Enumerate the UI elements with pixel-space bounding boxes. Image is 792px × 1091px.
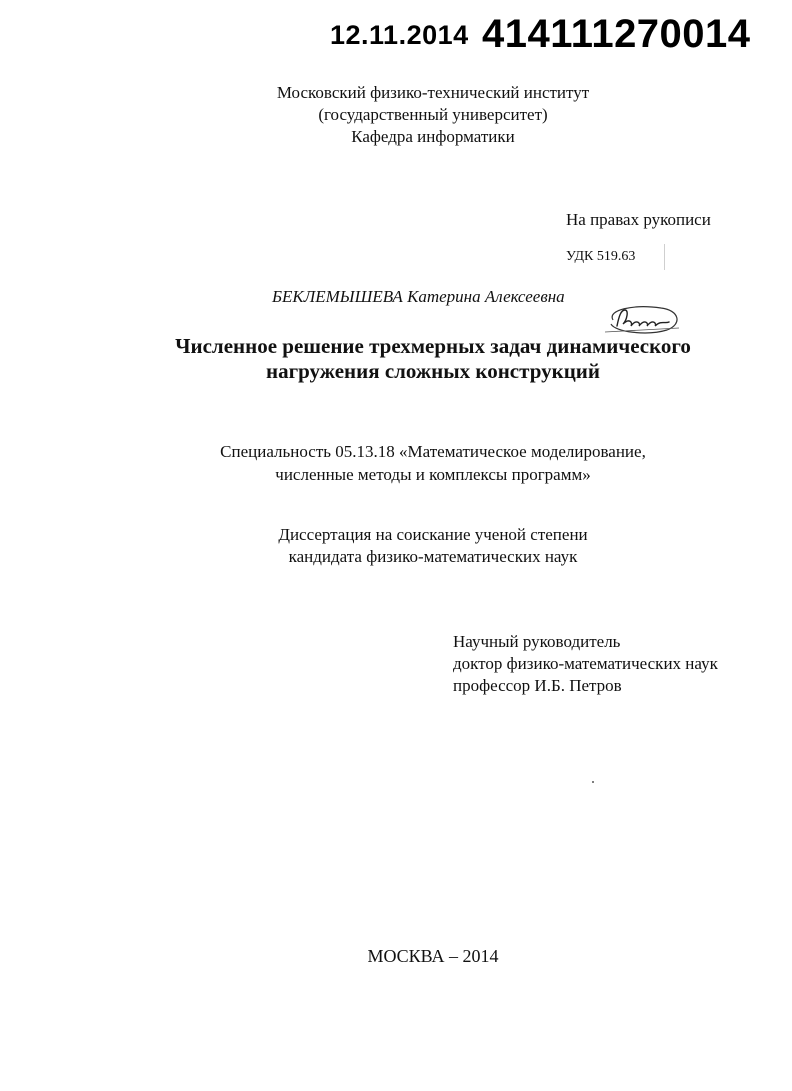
degree-line-1: Диссертация на соискание ученой степени	[278, 525, 588, 544]
specialty-line-1: Специальность 05.13.18 «Математическое моделирование,	[220, 442, 646, 461]
title-line-2: нагружения сложных конструкций	[265, 359, 600, 383]
supervisor-role: Научный руководитель	[453, 632, 621, 651]
institute-name: Московский физико-технический институт	[276, 83, 590, 102]
institute-status: (государственный университет)	[318, 105, 548, 124]
degree-line-2: кандидата физико-математических наук	[288, 547, 578, 566]
dissertation-title	[0, 334, 792, 384]
supervisor-block	[453, 631, 718, 697]
title-line-1: Численное решение трехмерных задач динамического	[175, 334, 691, 358]
scan-speck	[592, 781, 594, 783]
supervisor-degree: доктор физико-математических наук	[453, 654, 718, 673]
city-year: МОСКВА – 2014	[367, 946, 499, 966]
stamp-number: 414111270014	[482, 12, 751, 56]
specialty-block	[0, 440, 792, 486]
supervisor-name: профессор И.Б. Петров	[453, 676, 622, 695]
udk-code: УДК 519.63	[566, 249, 636, 264]
department-name: Кафедра информатики	[351, 127, 515, 146]
scan-mark-line	[664, 244, 665, 270]
handwritten-signature	[603, 302, 681, 336]
rights-note: На правах рукописи	[566, 210, 711, 229]
specialty-line-2: численные методы и комплексы программ»	[275, 465, 591, 484]
degree-block	[0, 524, 792, 568]
author-name: БЕКЛЕМЫШЕВА Катерина Алексеевна	[272, 287, 565, 306]
institute-block	[0, 82, 792, 148]
stamp-date: 12.11.2014	[330, 20, 469, 50]
